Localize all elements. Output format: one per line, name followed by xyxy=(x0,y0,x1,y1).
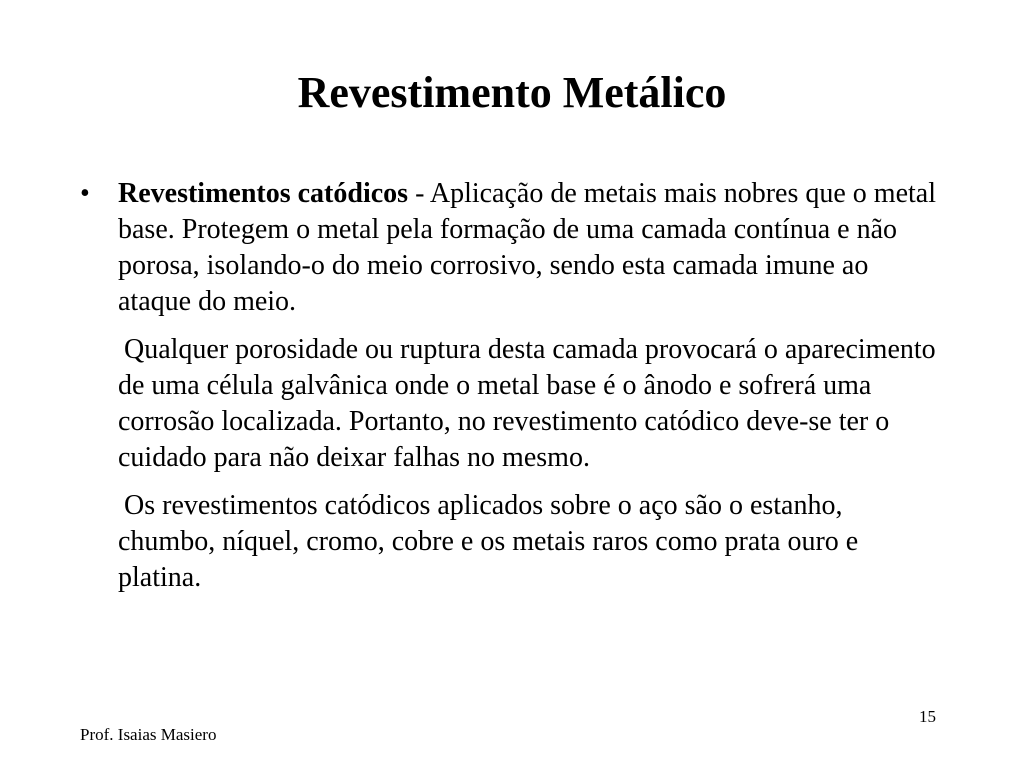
paragraph-porosity xyxy=(80,332,940,476)
page-number: 15 xyxy=(919,707,936,726)
bullet-item xyxy=(80,176,940,320)
paragraph-text: Qualquer porosidade ou ruptura desta camada provocará o aparecimento de uma célula galvânica onde o metal base é o ânodo e sofrerá uma corrosão localizada. Portanto, no revestimento catódico deve-se ter o cuidado para não deixar falhas no mesmo. xyxy=(118,334,936,473)
slide-body xyxy=(80,176,940,596)
bullet-term: Revestimentos catódicos xyxy=(118,178,409,209)
slide-title: Revestimento Metálico xyxy=(297,68,727,117)
bullet-text: - Aplicação de metais mais nobres que o metal base. Protegem o metal pela formação de uma camada contínua e não porosa, isolando-o do meio corrosivo, sendo esta camada imune ao ataque do meio. xyxy=(118,178,937,317)
paragraph-text: Os revestimentos catódicos aplicados sobre o aço são o estanho, chumbo, níquel, cromo, cobre e os metais raros como prata ouro e platina. xyxy=(118,490,859,593)
paragraph-metals xyxy=(80,488,940,596)
bullet-icon: • xyxy=(80,178,90,209)
bullet-paragraph xyxy=(118,176,940,320)
footer-author: Prof. Isaias Masiero xyxy=(80,725,217,744)
